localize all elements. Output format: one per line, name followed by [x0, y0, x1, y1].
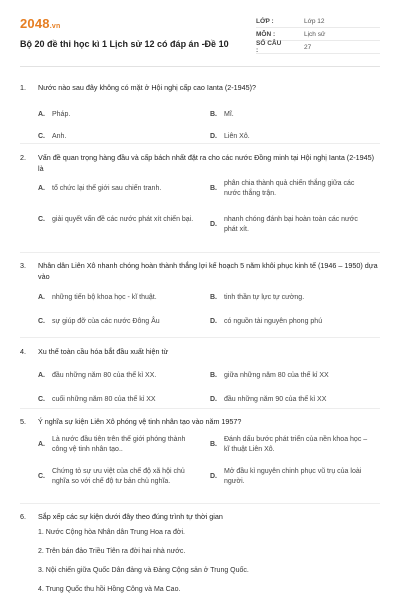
- option-b[interactable]: [210, 371, 370, 381]
- document-title: Bộ 20 đề thi học kì 1 Lịch sử 12 có đáp án -Đề 10: [20, 39, 229, 49]
- option-letter: D.: [210, 473, 217, 480]
- option-letter: B.: [210, 185, 217, 192]
- header: [20, 12, 380, 58]
- meta-label: MÔN :: [256, 30, 276, 38]
- option-letter: C.: [38, 473, 45, 480]
- list-item: 2. Trên bán đảo Triều Tiên ra đời hai nhà nước.: [38, 548, 186, 555]
- option-c[interactable]: [38, 132, 198, 142]
- question-4: [20, 346, 380, 403]
- option-letter: B.: [210, 294, 217, 301]
- question-number: 5.: [20, 417, 26, 426]
- list-item: 3. Nội chiến giữa Quốc Dân đảng và Đảng Cộng sản ở Trung Quốc.: [38, 567, 249, 574]
- option-text: Là nước đầu tiên trên thế giới phóng thành công vệ tinh nhân tạo..: [52, 436, 186, 453]
- question-text: Vấn đề quan trọng hàng đầu và cấp bách nhất đặt ra cho các nước Đồng minh tại Hội nghị Ianta (2-1945) là: [38, 153, 374, 173]
- question-number: 3.: [20, 261, 26, 270]
- option-c[interactable]: [38, 467, 198, 487]
- option-c[interactable]: [38, 317, 198, 327]
- option-b[interactable]: [210, 435, 370, 455]
- meta-label: SỐ CÂU :: [256, 40, 282, 54]
- option-c[interactable]: [38, 395, 198, 405]
- option-d[interactable]: [210, 467, 370, 487]
- logo-text: 2048: [20, 16, 50, 31]
- option-letter: A.: [38, 441, 45, 448]
- option-letter: B.: [210, 441, 217, 448]
- meta-value: Lớp 12: [304, 17, 325, 25]
- option-text: cuối những năm 80 của thế kỉ XX: [52, 396, 156, 403]
- option-text: Đánh dấu bước phát triển của nền khoa học – kĩ thuật Liên Xô.: [224, 436, 368, 453]
- site-logo[interactable]: [20, 16, 60, 31]
- option-letter: D.: [210, 221, 217, 228]
- question-divider: [20, 143, 380, 144]
- option-text: những tiến bộ khoa học - kĩ thuật.: [52, 294, 157, 301]
- option-text: Pháp.: [52, 111, 71, 118]
- question-number: 6.: [20, 512, 26, 521]
- question-text: Nhân dân Liên Xô nhanh chóng hoàn thành thắng lợi kế hoạch 5 năm khôi phục kinh tế (1946 – 1950) dựa vào: [38, 261, 378, 281]
- option-text: Chứng tỏ sự ưu việt của chế độ xã hội chủ nghĩa so với chế độ tư bản chủ nghĩa.: [52, 468, 185, 485]
- question-3: [20, 260, 380, 325]
- option-a[interactable]: [38, 110, 198, 120]
- option-text: Mở đầu kỉ nguyên chinh phục vũ trụ của loài người.: [224, 468, 362, 485]
- logo-suffix: .vn: [49, 23, 61, 30]
- option-text: sự giúp đỡ của các nước Đông Âu: [52, 318, 160, 325]
- option-a[interactable]: [38, 435, 198, 455]
- header-divider: [20, 66, 380, 67]
- option-letter: D.: [210, 396, 217, 403]
- question-number: 2.: [20, 153, 26, 162]
- question-divider: [20, 337, 380, 338]
- option-text: Mĩ.: [224, 111, 234, 118]
- option-text: có nguồn tài nguyên phong phú: [224, 318, 323, 325]
- option-letter: A.: [38, 294, 45, 301]
- option-text: giải quyết vấn đề các nước phát xít chiến bại.: [52, 216, 194, 223]
- sequence-list: [38, 528, 380, 595]
- question-text: Ý nghĩa sự kiện Liên Xô phóng vệ tinh nhân tạo vào năm 1957?: [38, 417, 242, 426]
- option-d[interactable]: [210, 215, 370, 235]
- question-number: 4.: [20, 347, 26, 356]
- question-divider: [20, 408, 380, 409]
- question-number: 1.: [20, 83, 26, 92]
- option-b[interactable]: [210, 179, 370, 199]
- option-b[interactable]: [210, 110, 370, 120]
- option-text: tinh thần tự lực tự cường.: [224, 294, 305, 301]
- list-item: 1. Nước Cộng hòa Nhân dân Trung Hoa ra đời.: [38, 529, 185, 536]
- question-5: [20, 416, 380, 485]
- question-text: Sắp xếp các sự kiện dưới đây theo đúng trình tự thời gian: [38, 512, 223, 521]
- option-d[interactable]: [210, 317, 370, 327]
- meta-value: 27: [304, 43, 312, 51]
- meta-row-count: [256, 41, 380, 54]
- option-letter: C.: [38, 396, 45, 403]
- option-a[interactable]: [38, 184, 198, 194]
- option-a[interactable]: [38, 293, 198, 303]
- option-letter: D.: [210, 133, 217, 140]
- option-text: phân chia thành quả chiến thắng giữa các nước thắng trận.: [224, 180, 355, 197]
- option-text: nhanh chóng đánh bại hoàn toàn các nước phát xít.: [224, 216, 358, 233]
- question-1: [20, 82, 380, 140]
- option-text: đầu những năm 80 của thế kỉ XX.: [52, 372, 157, 379]
- option-d[interactable]: [210, 132, 370, 142]
- option-letter: C.: [38, 133, 45, 140]
- option-letter: A.: [38, 372, 45, 379]
- option-text: đầu những năm 90 của thế kỉ XX: [224, 396, 327, 403]
- exam-meta: [256, 15, 380, 54]
- question-divider: [20, 252, 380, 253]
- meta-row-class: [256, 15, 380, 28]
- meta-value: Lịch sử: [304, 30, 326, 38]
- option-text: tổ chức lại thế giới sau chiến tranh.: [52, 185, 162, 192]
- option-letter: C.: [38, 216, 45, 223]
- question-6: [20, 511, 380, 600]
- option-letter: A.: [38, 185, 45, 192]
- option-text: Liên Xô.: [224, 133, 250, 140]
- option-b[interactable]: [210, 293, 370, 303]
- question-text: Nước nào sau đây không có mặt ở Hội nghị cấp cao Ianta (2-1945)?: [38, 83, 257, 92]
- option-d[interactable]: [210, 395, 370, 405]
- option-text: Anh.: [52, 133, 67, 140]
- option-text: giữa những năm 80 của thế kỉ XX: [224, 372, 329, 379]
- question-text: Xu thế toàn cầu hóa bắt đầu xuất hiện từ: [38, 347, 169, 356]
- option-letter: C.: [38, 318, 45, 325]
- question-divider: [20, 503, 380, 504]
- option-letter: B.: [210, 111, 217, 118]
- option-letter: A.: [38, 111, 45, 118]
- option-a[interactable]: [38, 371, 198, 381]
- list-item: 4. Trung Quốc thu hồi Hồng Công và Ma Cao.: [38, 586, 181, 593]
- meta-label: LỚP :: [256, 17, 274, 25]
- option-c[interactable]: [38, 215, 198, 225]
- option-letter: D.: [210, 318, 217, 325]
- question-2: [20, 152, 380, 233]
- option-letter: B.: [210, 372, 217, 379]
